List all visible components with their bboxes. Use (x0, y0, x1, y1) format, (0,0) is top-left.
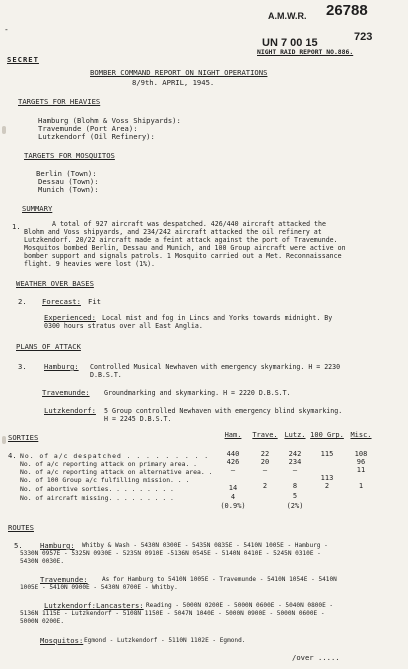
report-reference: NIGHT RAID REPORT NO.886. (257, 48, 354, 56)
plan-lutzkendorf-line: 5 Group controlled Newhaven with emergency blind skymarking. (104, 407, 343, 415)
sorties-cell: 1 (358, 482, 364, 490)
sorties-cell: 115 (320, 450, 334, 458)
route-hamburg-line: 5430N 0030E. (20, 558, 65, 565)
title-line-2: 8/9th. APRIL, 1945. (132, 78, 215, 87)
corner-mark: - (4, 25, 9, 34)
sorties-cell: 234 (288, 458, 302, 466)
plan-hamburg-line: Controlled Musical Newhaven with emergency skymarking. H = 2230 (90, 363, 341, 371)
forecast-value: Fit (88, 297, 101, 306)
summary-line: Lutzkendorf. 20/22 aircraft made a feint attack against the port of Travemunde. (24, 236, 338, 244)
sorties-cell-dash: – (230, 466, 236, 474)
route-travemunde-label: Travemunde: (40, 575, 88, 584)
summary-line: bomber support and signals patrols. 1 Mosquito carried out a Met. Reconnaissance (24, 252, 342, 260)
summary-line: Mosquitos bombed Berlin, Dessau and Munich, and 100 Group aircraft were active on (24, 244, 346, 252)
sorties-cell: 8 (292, 482, 298, 490)
column-header: Trave. (252, 431, 278, 439)
route-mosquitos-text: Egmond - Lutzkendorf - 5110N 1102E - Egmond. (84, 637, 246, 644)
summary-line: flight. 9 heavies were lost (1%). (24, 260, 156, 268)
sorties-row-label: No. of a/c despatched . . . . . . . . . (20, 452, 210, 460)
route-travemunde-line: As for Hamburg to 5410N 1005E - Travemunde - 5410N 1054E - 5410N (102, 576, 337, 583)
route-travemunde-line: 1005E - 5410N 0900E - 5430N 0700E - Whitby. (20, 584, 178, 591)
route-hamburg-line: Whitby & Wash - 5430N 0300E - 5435N 0835E - 5410N 1005E - Hamburg - (82, 542, 328, 549)
route-hamburg-line: 5330N 0957E - 5325N 0930E - 5235N 0910E -5136N 0545E - 5140N 0410E - 5245N 0310E - (20, 550, 321, 557)
paragraph-number: 5. (14, 541, 23, 550)
sorties-row-label: No. of aircraft missing. . . . . . . . . (20, 494, 174, 502)
target-item: Lutzkendorf (Oil Refinery): (38, 132, 155, 141)
sorties-row-label: No. of a/c reporting attack on primary area. . (20, 460, 197, 468)
route-lutz-line: 5136N 1115E - Lutzkendorf - 5108N 1150E - 5047N 1040E - 5000N 0900E - 5000N 0600E - (20, 610, 325, 617)
sorties-heading: SORTIES (8, 433, 39, 442)
plan-travemunde-label: Travemunde: (42, 388, 90, 397)
sorties-cell: 2 (262, 482, 268, 490)
summary-line: A total of 927 aircraft was despatched. 426/440 aircraft attacked the (52, 220, 326, 228)
weather-heading: WEATHER OVER BASES (16, 279, 94, 288)
forecast-label: Forecast: (42, 297, 81, 306)
sorties-row-label: No. of abortive sorties. . . . . . . . . (20, 485, 174, 493)
route-lutz-line: 5000N 0200E. (20, 618, 65, 625)
route-mosquitos-label: Mosquitos: (40, 636, 84, 645)
amwr-label: A.M.W.R. (268, 11, 307, 21)
punch-hole (2, 126, 6, 134)
paragraph-number: 3. (18, 362, 27, 371)
classification: SECRET (7, 55, 39, 64)
sorties-row-label: No. of a/c reporting attack on alternative area. . (20, 468, 213, 476)
route-lutzkendorf-label: Lutzkendorf: (44, 601, 96, 610)
experienced-line: Local mist and fog in Lincs and Yorks towards midnight. By (102, 314, 333, 322)
column-header: Lutz. (284, 431, 306, 439)
target-item: Berlin (Town): (36, 169, 97, 178)
sorties-cell: 242 (288, 450, 302, 458)
target-item: Travemunde (Port Area): (38, 124, 138, 133)
paragraph-number: 4. (8, 451, 17, 460)
stamp-number: 723 (354, 31, 373, 43)
target-item: Munich (Town): (38, 185, 99, 194)
routes-heading: ROUTES (8, 523, 34, 532)
experienced-label: Experienced: (44, 313, 96, 322)
plan-hamburg-line: D.B.S.T. (90, 371, 122, 379)
plan-travemunde-text: Groundmarking and skymarking. H = 2220 D.B.S.T. (104, 389, 291, 397)
route-lancasters-label: Lancasters: (96, 601, 144, 610)
sorties-cell: 426 (226, 458, 240, 466)
sorties-cell: 96 (356, 458, 366, 466)
targets-mosquitos-heading: TARGETS FOR MOSQUITOS (24, 151, 115, 160)
summary-heading: SUMMARY (22, 204, 53, 213)
sorties-cell: (2%) (286, 502, 304, 510)
target-item: Hamburg (Blohm & Voss Shipyards): (38, 116, 181, 125)
experienced-line: 0300 hours stratus over all East Anglia. (44, 322, 203, 330)
sorties-cell: 22 (260, 450, 270, 458)
plan-lutzkendorf-line: H = 2245 D.B.S.T. (104, 415, 172, 423)
plans-heading: PLANS OF ATTACK (16, 342, 81, 351)
sorties-cell: 11 (356, 466, 366, 474)
summary-line: Blohm and Voss shipyards, and 234/242 aircraft attacked the oil refinery at (24, 228, 322, 236)
sorties-row-label: No. of 100 Group a/c fulfilling mission. . . (20, 476, 190, 484)
punch-hole (2, 436, 6, 444)
paragraph-number: 2. (18, 297, 27, 306)
column-header: Misc. (350, 431, 372, 439)
over-note: /over ..... (292, 653, 340, 662)
sorties-cell-dash: – (292, 466, 298, 474)
title-line-1: BOMBER COMMAND REPORT ON NIGHT OPERATIONS (90, 68, 268, 77)
route-hamburg-label: Hamburg: (40, 541, 75, 550)
target-item: Dessau (Town): (38, 177, 99, 186)
column-header: 100 Grp. (310, 431, 344, 439)
received-stamp: UN 7 00 15 (262, 37, 318, 49)
sorties-cell: 5 (292, 492, 298, 500)
sorties-cell: 4 (230, 493, 236, 501)
plan-hamburg-label: Hamburg: (44, 362, 79, 371)
sorties-cell: (0.9%) (220, 502, 246, 510)
sorties-cell: 113 (320, 474, 334, 482)
paragraph-number: 1. (12, 222, 21, 231)
sorties-cell: 20 (260, 458, 270, 466)
sorties-cell: 108 (354, 450, 368, 458)
sorties-cell: 2 (324, 482, 330, 490)
plan-lutzkendorf-label: Lutzkendorf: (44, 406, 96, 415)
column-header: Ham. (224, 431, 242, 439)
sorties-cell: 440 (226, 450, 240, 458)
targets-heavies-heading: TARGETS FOR HEAVIES (18, 97, 101, 106)
sorties-cell-dash: – (262, 466, 268, 474)
document-number: 26788 (326, 2, 368, 19)
sorties-cell: 14 (228, 484, 238, 492)
route-lutz-line: Reading - 5000N 0200E - 5000N 0600E - 5040N 0800E - (146, 602, 334, 609)
